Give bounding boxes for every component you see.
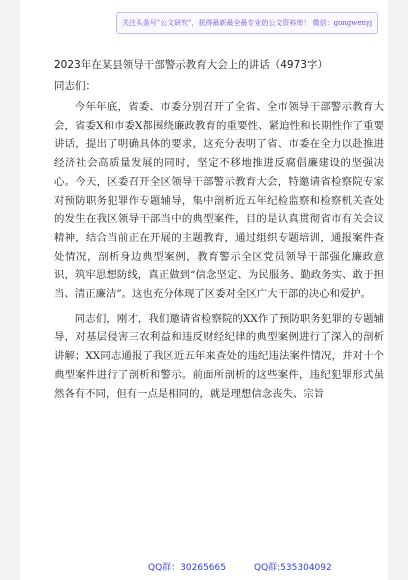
document-body — [54, 98, 384, 403]
paragraph: 同志们，刚才，我们邀请省检察院的XX作了预防职务犯罪的专题辅导，对基层侵害三农利益和违反财经纪律的典型案例进行了深入的剖析讲解；XX同志通报了我区近五年来查处的违纪违法案件情况，并对十个典型案件进行了剖析和警示。前面所剖析的这些案件，违纪犯罪形式虽然各有不同，但有一点是相同的，就是理想信念丧失、宗旨 — [54, 312, 384, 400]
salutation: 同志们： — [54, 80, 96, 92]
paragraph: 今年年底，省委、市委分别召开了全省、全市领导干部警示教育大会，省委X和市委X都围绕廉政教育的重要性、紧迫性和长期性作了重要讲话，提出了明确具体的要求，这充分表明了省、市委在全力以赴推进经济社会高质量发展的同时，坚定不移地推进反腐倡廉建设的坚强决心。今天，区委召开全区领导干部警示教育大会，特邀请省检察院专家对预防职务犯罪作专题辅导，集中剖析近五年纪检监察和检察机关查处的发生在我区领导干部当中的典型案件，目的是认真贯彻省市有关会议精神，结合当前正在开展的主题教育，通过组织专题培训，通报案件查处情况，剖析身边典型案例，教育警示全区党员领导干部强化廉政意识，筑牢思想防线，真正做到“信念坚定、为民服务、勤政务实、敢于担当、清正廉洁”。这也充分体现了区委对全区广大干部的决心和爱护。 — [54, 101, 384, 301]
qq-group-1[interactable]: QQ群：30265665 — [148, 563, 226, 573]
document-title: 2023年在某县领导干部警示教育大会上的讲话（4973字） — [54, 59, 328, 71]
header-banner[interactable] — [116, 12, 378, 34]
header-banner-text: 关注头条号"公文研究"，获得最新最全最专业的公文资料库！ 微信：gongwenyj — [121, 19, 373, 27]
qq-group-2[interactable]: QQ群:535304092 — [253, 563, 332, 573]
document-page — [20, 0, 388, 580]
footer-contact — [148, 560, 332, 573]
